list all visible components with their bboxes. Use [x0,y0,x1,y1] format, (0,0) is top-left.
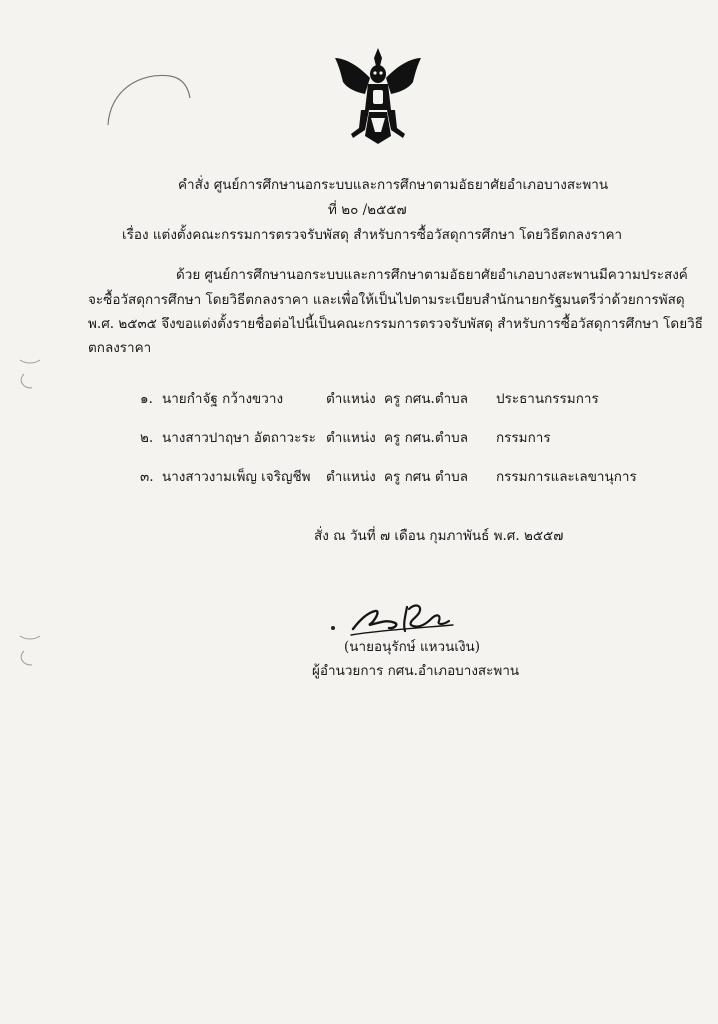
member-number: ๒. [140,430,154,446]
pencil-arc-mark [100,70,200,130]
order-number: ที่ ๒๐ /๒๕๕๗ [328,202,407,218]
body-line-4: ตกลงราคา [88,340,152,356]
member-role: ประธานกรรมการ [496,391,599,407]
member-position-label: ตำแหน่ง [326,430,376,446]
body-line-1: ด้วย ศูนย์การศึกษานอกระบบและการศึกษาตามอัธยาศัยอำเภอบางสะพานมีความประสงค์ [176,267,688,283]
punch-hole-mark [14,368,42,392]
body-line-2: จะซื้อวัสดุการศึกษา โดยวิธีตกลงราคา และเพื่อให้เป็นไปตามระเบียบสำนักนายกรัฐมนตรีว่าด้วยการพัสดุ [88,292,685,308]
member-position-label: ตำแหน่ง [326,391,376,407]
member-name: นายกำจัฐ กว้างขวาง [162,391,284,407]
order-subject: เรื่อง แต่งตั้งคณะกรรมการตรวจรับพัสดุ สำหรับการซื้อวัสดุการศึกษา โดยวิธีตกลงราคา [122,227,623,243]
garuda-emblem [331,44,425,146]
member-position-label: ตำแหน่ง [326,469,376,485]
member-position: ครู กศน.ตำบล [384,430,469,446]
member-role: กรรมการ [496,430,551,446]
member-name: นางสาวงามเพ็ญ เจริญชีพ [162,469,311,485]
punch-hole-mark [14,645,42,669]
handwritten-signature [345,595,475,640]
member-role: กรรมการและเลขานุการ [496,469,637,485]
member-name: นางสาวปาฤษา อัตถาวะระ [162,430,316,446]
member-position: ครู กศน ตำบล [384,469,469,485]
member-number: ๑. [140,391,153,407]
member-number: ๓. [140,469,154,485]
signer-name: (นายอนุรักษ์ แหวนเงิน) [344,639,481,655]
order-heading: คำสั่ง ศูนย์การศึกษานอกระบบและการศึกษาตามอัธยาศัยอำเภอบางสะพาน [178,177,609,193]
member-position: ครู กศน.ตำบล [384,391,469,407]
body-line-3: พ.ศ. ๒๕๓๕ จึงขอแต่งตั้งรายชื่อต่อไปนี้เป็นคณะกรรมการตรวจรับพัสดุ สำหรับการซื้อวัสดุการศึกษา โดยวิธี [88,316,703,332]
signer-title: ผู้อำนวยการ กศน.อำเภอบางสะพาน [312,663,520,679]
ink-dot [331,626,335,630]
order-date: สั่ง ณ วันที่ ๗ เดือน กุมภาพันธ์ พ.ศ. ๒๕๕๗ [314,528,564,544]
